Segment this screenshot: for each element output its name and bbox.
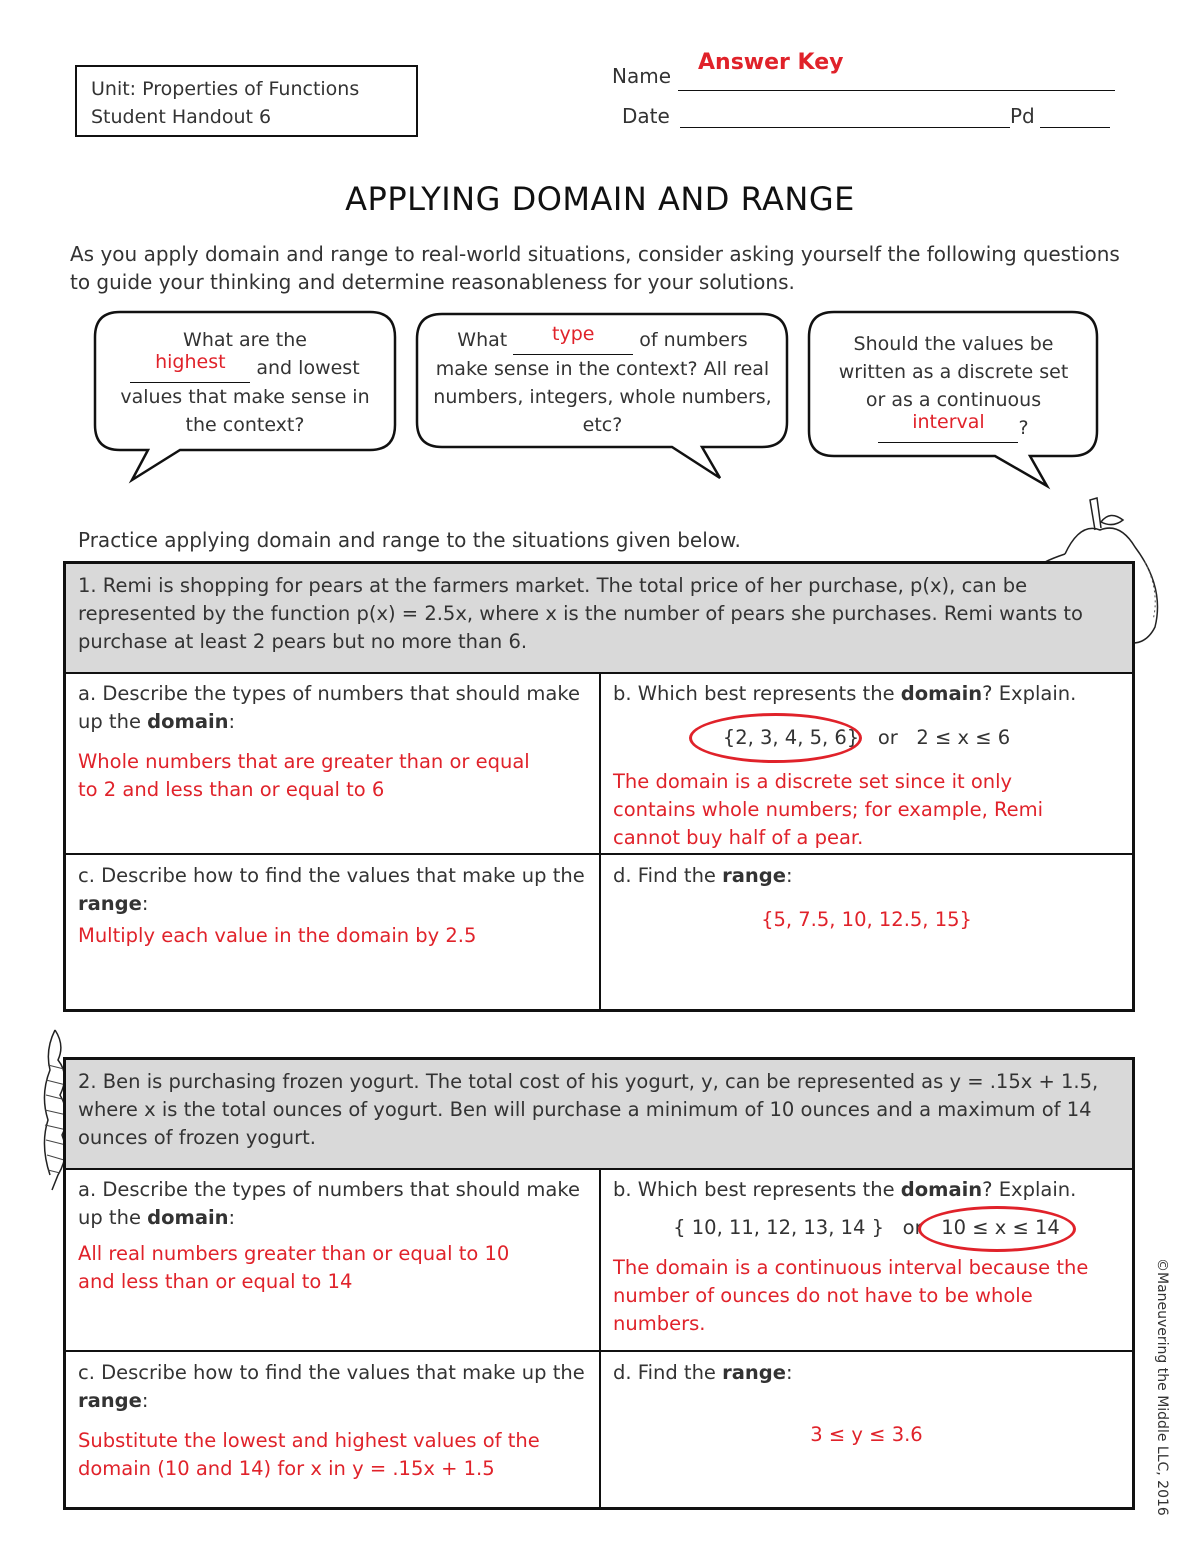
problem-1-c-question: c. Describe how to find the values that make up the xyxy=(78,864,585,887)
problem-1-d-question: d. Find the xyxy=(613,864,723,887)
problem-1-b-option-2: 2 ≤ x ≤ 6 xyxy=(916,726,1011,749)
bubble-2-pre: What xyxy=(457,329,508,351)
problem-2-b-question: b. Which best represents the xyxy=(613,1178,901,1201)
problem-2-prompt: 2. Ben is purchasing frozen yogurt. The total cost of his yogurt, y, can be represented as y = .15x + 1.5, where x is the total ounces of yogurt. Ben will purchase a minimum of 10 ounces and a maximum of 14 ounces of frozen yogurt. xyxy=(66,1060,1132,1170)
date-line[interactable] xyxy=(680,127,1010,128)
problem-2-cell-a xyxy=(66,1170,599,1350)
problem-1-b-or: or xyxy=(877,726,898,749)
problem-1-b-question: b. Which best represents the xyxy=(613,682,901,705)
problem-1-cell-d xyxy=(601,856,1132,1012)
bubble-3-text xyxy=(826,330,1081,443)
problem-2-c-colon: : xyxy=(141,1389,149,1412)
problem-1-prompt: 1. Remi is shopping for pears at the farmers market. The total price of her purchase, p(x), can be represented by the function p(x) = 2.5x, where x is the number of pears she purchases. Remi wants to purchase at least 2 pears but no more than 6. xyxy=(66,564,1132,674)
problem-2-b-option-1: { 10, 11, 12, 13, 14 } xyxy=(673,1216,885,1239)
problem-1-d-colon: : xyxy=(785,864,793,887)
problem-1-cell-b xyxy=(601,674,1132,854)
problem-2-d-colon: : xyxy=(785,1361,793,1384)
problem-2-b-question-end: ? Explain. xyxy=(982,1178,1077,1201)
bubble-2-blank xyxy=(513,323,633,355)
practice-instruction: Practice applying domain and range to the situations given below. xyxy=(78,528,741,552)
bubble-3-pre: Should the values be written as a discrete set or as a continuous xyxy=(838,333,1069,411)
problem-2-cell-c xyxy=(66,1353,599,1510)
handout-label: Student Handout 6 xyxy=(91,106,272,128)
problem-1-a-answer: Whole numbers that are greater than or equal to 2 and less than or equal to 6 xyxy=(78,750,530,801)
period-label: Pd xyxy=(1010,104,1035,128)
page-title: APPLYING DOMAIN AND RANGE xyxy=(345,180,855,218)
problem-1-cell-c xyxy=(66,856,599,1012)
bubble-1-answer: highest xyxy=(155,351,226,373)
problem-2-d-question: d. Find the xyxy=(613,1361,723,1384)
problem-1-b-answer: The domain is a discrete set since it only contains whole numbers; for example, Remi cannot buy half of a pear. xyxy=(613,770,1044,849)
problem-2-c-answer: Substitute the lowest and highest values of the domain (10 and 14) for x in y = .15x + 1.5 xyxy=(78,1429,540,1480)
problem-2-b-answer: The domain is a continuous interval because the number of ounces do not have to be whole numbers. xyxy=(613,1256,1089,1335)
problem-2-b-or: or xyxy=(902,1216,923,1239)
unit-label: Unit: Properties of Functions xyxy=(91,78,360,100)
problem-1-a-question: a. Describe the types of numbers that should make up the xyxy=(78,682,580,733)
problem-2-cell-d xyxy=(601,1353,1132,1510)
intro-text: As you apply domain and range to real-world situations, consider asking yourself the following questions to guide your thinking and determine reasonableness for your solutions. xyxy=(70,242,1120,294)
problem-1-d-bold: range xyxy=(722,864,786,887)
problem-1-b-option-1: {2, 3, 4, 5, 6} xyxy=(722,726,860,749)
answer-key-label: Answer Key xyxy=(698,50,844,75)
problem-1-b-bold: domain xyxy=(900,682,983,705)
problem-1-c-colon: : xyxy=(141,892,149,915)
problem-2-a-question: a. Describe the types of numbers that should make up the xyxy=(78,1178,580,1229)
problem-2-a-colon: : xyxy=(228,1206,236,1229)
bubble-3-blank xyxy=(878,411,1018,443)
problem-1-c-answer: Multiply each value in the domain by 2.5 xyxy=(78,924,477,947)
problem-2-cell-b xyxy=(601,1170,1132,1350)
problem-1-d-answer: {5, 7.5, 10, 12.5, 15} xyxy=(761,908,972,931)
date-label: Date xyxy=(622,104,670,128)
problem-2-a-bold: domain xyxy=(147,1206,229,1229)
bubble-3-post: ? xyxy=(1018,417,1029,439)
problem-2-b-bold: domain xyxy=(900,1178,983,1201)
problem-2-b-option-2: 10 ≤ x ≤ 14 xyxy=(941,1216,1060,1239)
bubble-1-post: and lowest values that make sense in the context? xyxy=(120,357,370,436)
problem-2-box xyxy=(63,1057,1135,1510)
period-line[interactable] xyxy=(1040,127,1110,128)
bubble-2-text xyxy=(430,323,775,439)
name-line[interactable] xyxy=(678,90,1115,91)
problem-1-cell-a xyxy=(66,674,599,854)
problem-1-a-bold: domain xyxy=(147,710,229,733)
bubble-2-post: of numbers make sense in the context? All real numbers, integers, whole numbers, etc? xyxy=(433,329,772,436)
problem-1-c-bold: range xyxy=(78,892,142,915)
bubble-1-pre: What are the xyxy=(183,329,307,351)
problem-1-box xyxy=(63,561,1135,1012)
name-label: Name xyxy=(612,64,672,88)
problem-2-d-answer: 3 ≤ y ≤ 3.6 xyxy=(810,1423,923,1446)
problem-1-a-colon: : xyxy=(228,710,236,733)
problem-2-a-answer: All real numbers greater than or equal to 10 and less than or equal to 14 xyxy=(78,1242,510,1293)
bubble-1-text xyxy=(105,326,385,439)
problem-2-c-question: c. Describe how to find the values that make up the xyxy=(78,1361,585,1384)
bubble-1-blank xyxy=(130,351,250,383)
problem-2-d-bold: range xyxy=(722,1361,786,1384)
problem-2-row-divider xyxy=(66,1350,1132,1352)
bubble-2-answer: type xyxy=(552,323,595,345)
bubble-3-answer: interval xyxy=(912,411,985,433)
problem-2-c-bold: range xyxy=(78,1389,142,1412)
problem-1-b-question-end: ? Explain. xyxy=(982,682,1077,705)
unit-box xyxy=(75,65,418,137)
copyright-text: ©Maneuvering the Middle LLC, 2016 xyxy=(1154,1258,1170,1516)
problem-1-selection-oval xyxy=(689,713,862,763)
problem-2-selection-oval xyxy=(918,1206,1076,1252)
